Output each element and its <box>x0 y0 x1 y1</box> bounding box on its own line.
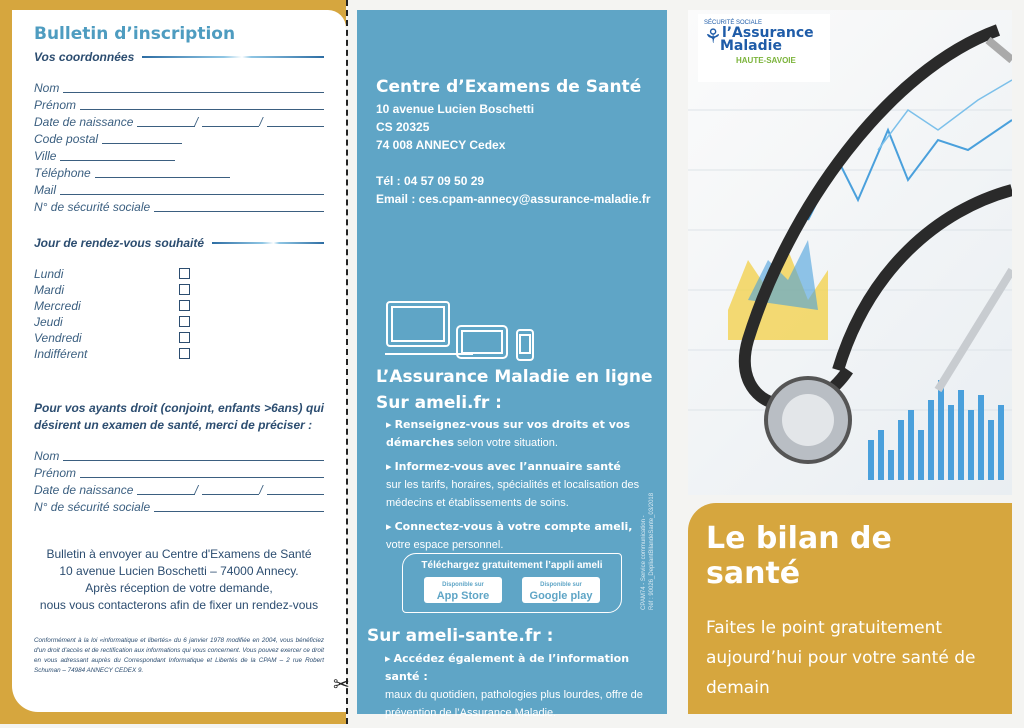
field-label: Nom <box>34 449 60 463</box>
field-input-line[interactable] <box>60 148 175 161</box>
stethoscope-photo <box>688 10 1012 495</box>
field-label: Date de naissance <box>34 483 134 497</box>
section-contact <box>34 50 324 64</box>
date-separator: / <box>194 115 199 129</box>
date-separator: / <box>194 483 199 497</box>
bullet-text: sur les tarifs, horaires, spécialités et localisation des médecins et établissements de soins. <box>386 479 640 509</box>
field-label: N° de sécurité sociale <box>34 200 151 214</box>
date-separator: / <box>259 115 263 129</box>
badge-label: App Store <box>436 590 490 602</box>
centre-name: Centre d’Examens de Santé <box>376 77 642 97</box>
logo-region: HAUTE-SAVOIE <box>736 56 796 65</box>
field-label: Ville <box>34 149 57 163</box>
day-option[interactable] <box>34 346 324 362</box>
address-line: 74 008 ANNECY Cedex <box>376 138 506 152</box>
chart-stethoscope-illustration <box>688 10 1012 495</box>
day-label: Lundi <box>34 267 64 281</box>
bullet-item: ▸ Connectez-vous à votre compte ameli, votre espace personnel. <box>386 520 633 551</box>
day-checkbox[interactable] <box>179 332 190 343</box>
online-title: L’Assurance Maladie en ligne <box>376 367 653 387</box>
form-field[interactable] <box>34 165 324 182</box>
bullet-bold: Informez-vous avec l’annuaire santé <box>394 460 621 473</box>
form-title: Bulletin d’inscription <box>34 24 236 44</box>
send-line: Bulletin à envoyer au Centre d'Examens de Santé <box>46 547 312 561</box>
email[interactable]: Email : ces.cpam-annecy@assurance-maladie.fr <box>376 192 651 206</box>
bullet-text: selon votre situation. <box>457 437 558 449</box>
day-option[interactable] <box>34 330 324 346</box>
field-input-line[interactable] <box>95 165 230 178</box>
field-label: Nom <box>34 81 60 95</box>
field-label: Téléphone <box>34 166 91 180</box>
field-label: Date de naissance <box>34 115 134 129</box>
bullet-text: votre espace personnel. <box>386 539 504 551</box>
form-field[interactable] <box>34 199 324 216</box>
form-field[interactable] <box>34 114 324 131</box>
field-label: Mail <box>34 183 57 197</box>
send-line: Après réception de votre demande, <box>85 581 273 595</box>
form-field[interactable] <box>34 131 324 148</box>
bullet-item: ▸ Informez-vous avec l’annuaire santé sur les tarifs, horaires, spécialités et localisation des médecins et établissements de soins. <box>386 460 640 509</box>
day-label: Mercredi <box>34 299 81 313</box>
app-download-box <box>402 553 622 613</box>
field-label: Code postal <box>34 132 99 146</box>
day-option[interactable] <box>34 282 324 298</box>
send-line: nous vous contacterons afin de fixer un rendez-vous <box>39 598 319 612</box>
bullet-bold: Renseignez-vous sur vos droits et vos démarches <box>386 418 631 449</box>
day-label: Indifférent <box>34 347 88 361</box>
field-label: Prénom <box>34 98 77 112</box>
day-checkbox[interactable] <box>179 316 190 327</box>
section-label: Vos coordonnées <box>34 50 135 64</box>
credit <box>640 493 656 610</box>
badge-small: Disponible sur <box>442 582 484 588</box>
address-line: 10 avenue Lucien Boschetti <box>376 102 535 116</box>
bullet-bold: Accédez également à de l’information santé : <box>385 652 630 683</box>
logo-arc-text: SÉCURITÉ SOCIALE <box>704 20 763 26</box>
day-checkbox[interactable] <box>179 284 190 295</box>
form-field[interactable] <box>34 148 324 165</box>
online-section <box>376 367 666 560</box>
address-line: CS 20325 <box>376 120 430 134</box>
field-input-line[interactable] <box>63 448 324 461</box>
phone: Tél : 04 57 09 50 29 <box>376 174 485 188</box>
bullet-text: maux du quotidien, pathologies plus lourdes, offre de prévention de l’Assurance Maladie. <box>385 689 643 719</box>
logo-name: Maladie <box>720 38 782 54</box>
day-label: Mardi <box>34 283 65 297</box>
field-input-line[interactable] <box>80 97 324 110</box>
form-field[interactable] <box>34 182 324 199</box>
cut-line <box>346 0 348 724</box>
form-field[interactable] <box>34 448 324 465</box>
badge-small: Disponible sur <box>540 582 582 588</box>
form-field[interactable] <box>34 97 324 114</box>
field-input-line[interactable] <box>60 182 324 195</box>
section-day <box>34 236 324 250</box>
form-field[interactable] <box>34 80 324 97</box>
info-panel <box>357 10 667 719</box>
day-checkbox[interactable] <box>179 268 190 279</box>
scissors-icon: ✂ <box>333 674 350 696</box>
logo-name: l’Assurance <box>721 25 814 41</box>
field-input-line[interactable] <box>267 482 324 495</box>
cover-panel <box>688 503 1012 714</box>
assurance-maladie-logo <box>698 14 830 82</box>
badge-label: Google play <box>529 590 593 602</box>
centre-address <box>376 78 651 208</box>
day-label: Jeudi <box>34 315 63 329</box>
day-label: Vendredi <box>34 331 82 345</box>
form-field[interactable] <box>34 482 324 499</box>
ameli-sante-heading[interactable]: Sur ameli-sante.fr : <box>367 626 554 646</box>
field-input-line[interactable] <box>202 482 259 495</box>
field-input-line[interactable] <box>63 80 324 93</box>
field-input-line[interactable] <box>154 499 324 512</box>
bullet-item: ▸ Renseignez-vous sur vos droits et vos démarches selon votre situation. <box>386 418 631 449</box>
field-input-line[interactable] <box>80 465 324 478</box>
ameli-heading[interactable]: Sur ameli.fr : <box>376 393 502 413</box>
day-option[interactable] <box>34 298 324 314</box>
registration-form <box>12 10 346 712</box>
legal-notice: Conformément à la loi «informatique et libertés» du 6 janvier 1978 modifiée en 2004, vous bénéficiez d'un droit d'accès et de rectification aux informations qui vous concernent. Vous pouvez exercer ce droit en vous adressant auprès du Correspondant Informatique et Libertés de la CPAM – 2 rue Robert Schuman – 74984 ANNECY CEDEX 9. <box>34 637 324 674</box>
field-input-line[interactable] <box>137 482 194 495</box>
send-line: 10 avenue Lucien Boschetti – 74000 Annecy. <box>59 564 299 578</box>
app-title: Téléchargez gratuitement l’appli ameli <box>421 560 603 571</box>
day-option[interactable] <box>34 266 324 282</box>
devices-icon <box>385 300 535 362</box>
date-separator: / <box>259 483 263 497</box>
day-checkbox[interactable] <box>179 300 190 311</box>
form-field[interactable] <box>34 465 324 482</box>
registration-panel <box>0 0 346 724</box>
app-store-button[interactable] <box>424 577 502 603</box>
credit-line: CPAM74 - Service communication - <box>641 515 647 610</box>
cover-title: Le bilan de santé <box>706 521 892 591</box>
day-checkbox[interactable] <box>179 348 190 359</box>
day-option[interactable] <box>34 314 324 330</box>
credit-line: Réf : 90026_DepliantBilandeSante_03/2018 <box>649 492 655 610</box>
bullet-bold: Connectez-vous à votre compte ameli, <box>394 520 633 533</box>
divider <box>212 242 324 244</box>
divider <box>142 56 324 58</box>
form-field[interactable] <box>34 499 324 516</box>
dependents-text: Pour vos ayants droit (conjoint, enfants >6ans) qui désirent un examen de santé, merci de préciser : <box>34 401 324 432</box>
field-input-line[interactable] <box>137 114 194 127</box>
field-input-line[interactable] <box>267 114 324 127</box>
field-label: N° de sécurité sociale <box>34 500 151 514</box>
field-input-line[interactable] <box>202 114 259 127</box>
section-label: Jour de rendez-vous souhaité <box>34 236 205 250</box>
bullet-item: ▸ Accédez également à de l’information santé : maux du quotidien, pathologies plus lourdes, offre de prévention de l’Assurance Maladie. <box>385 652 643 719</box>
field-input-line[interactable] <box>102 131 182 144</box>
field-label: Prénom <box>34 466 77 480</box>
field-input-line[interactable] <box>154 199 324 212</box>
google-play-button[interactable] <box>522 577 600 603</box>
send-instructions <box>34 546 324 614</box>
logo-figures-icon: ⚘ <box>704 26 722 48</box>
cover-subtitle: Faites le point gratuitement aujourd’hui pour votre santé de demain <box>706 618 976 698</box>
